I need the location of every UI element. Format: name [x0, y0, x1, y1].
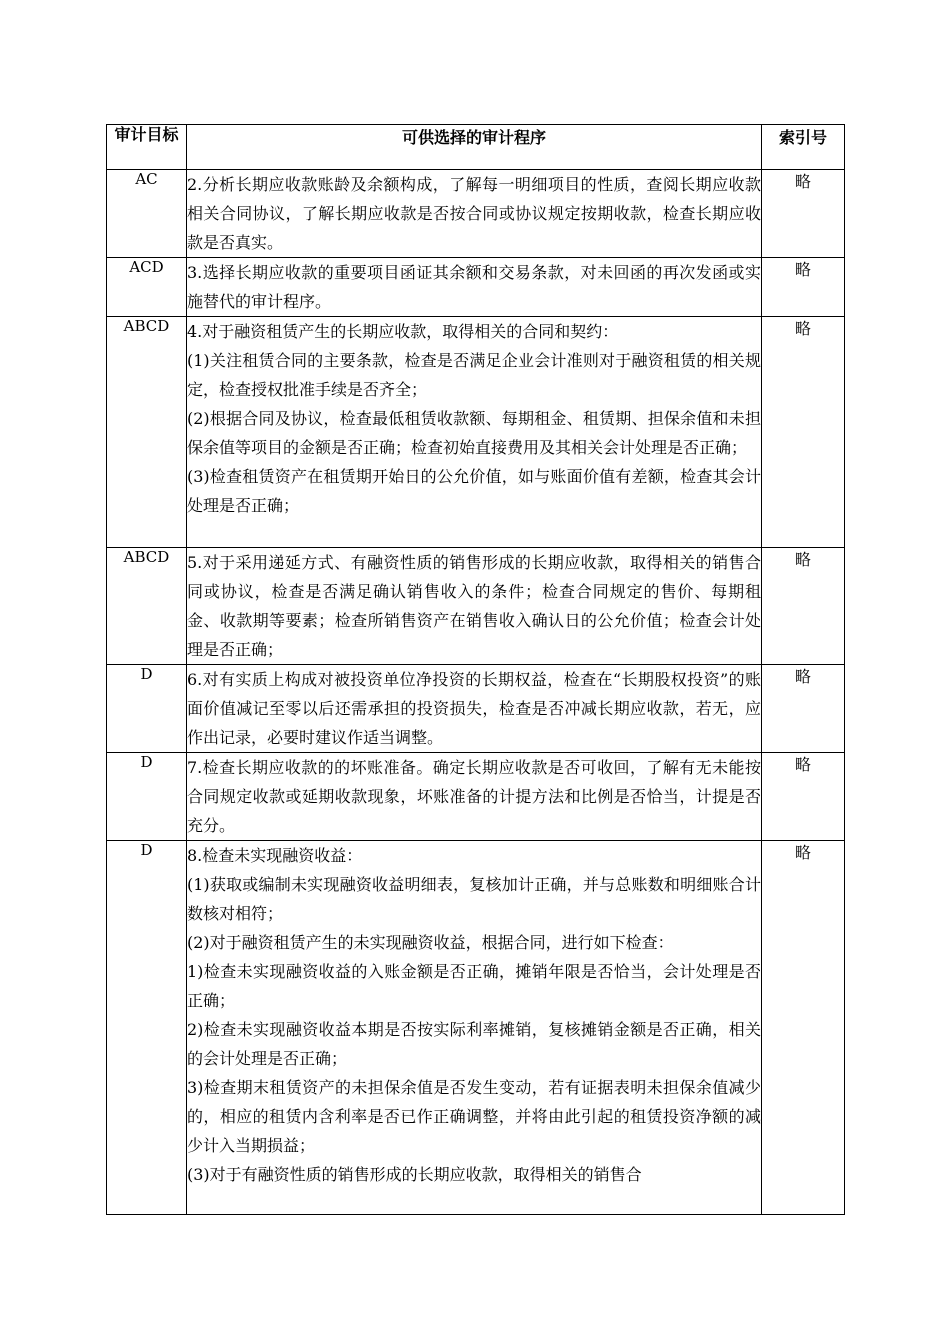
index-cell: 略 — [762, 665, 845, 753]
table-row — [107, 548, 845, 665]
procedure-cell — [187, 665, 762, 753]
audit-target-cell: ABCD — [107, 548, 187, 665]
procedure-text: (3)对于有融资性质的销售形成的长期应收款，取得相关的销售合 — [187, 1165, 642, 1184]
procedure-text: 5.对于采用递延方式、有融资性质的销售形成的长期应收款，取得相关的销售合同或协议，检查是否满足确认销售收入的条件；检查合同规定的售价、每期租金、收款期等要素；检查所销售资产在销售收入确认日的公允价值；检查会计处理是否正确； — [187, 553, 761, 659]
audit-target-cell: D — [107, 753, 187, 841]
procedure-text: 8.检查未实现融资收益： — [187, 846, 363, 865]
procedure-text: (3)检查租赁资产在租赁期开始日的公允价值，如与账面价值有差额，检查其会计处理是否正确； — [187, 467, 761, 515]
procedure-text: (2)根据合同及协议，检查最低租赁收款额、每期租金、租赁期、担保余值和未担保余值等项目的金额是否正确；检查初始直接费用及其相关会计处理是否正确； — [187, 409, 761, 457]
table-header-row — [107, 125, 845, 170]
procedure-cell — [187, 548, 762, 665]
procedure-text: 7.检查长期应收款的的坏账准备。确定长期应收款是否可收回，了解有无未能按合同规定收款或延期收款现象，坏账准备的计提方法和比例是否恰当，计提是否充分。 — [187, 758, 761, 835]
procedure-text: (1)关注租赁合同的主要条款，检查是否满足企业会计准则对于融资租赁的相关规定，检查授权批准手续是否齐全； — [187, 351, 761, 399]
procedure-cell — [187, 841, 762, 1215]
table-row — [107, 665, 845, 753]
table-body — [107, 170, 845, 1215]
procedure-text: 2)检查未实现融资收益本期是否按实际利率摊销，复核摊销金额是否正确，相关的会计处理是否正确； — [187, 1020, 761, 1068]
audit-target-cell: ACD — [107, 258, 187, 317]
audit-target-cell: ABCD — [107, 317, 187, 548]
procedure-text: (2)对于融资租赁产生的未实现融资收益，根据合同，进行如下检查： — [187, 933, 674, 952]
procedure-cell — [187, 317, 762, 548]
table-row — [107, 317, 845, 548]
procedure-text: 6.对有实质上构成对被投资单位净投资的长期权益，检查在“长期股权投资”的账面价值减记至零以后还需承担的投资损失，检查是否冲减长期应收款，若无，应作出记录，必要时建议作适当调整。 — [187, 670, 761, 747]
header-index: 索引号 — [762, 125, 845, 170]
index-cell: 略 — [762, 841, 845, 1215]
index-cell: 略 — [762, 258, 845, 317]
index-cell: 略 — [762, 170, 845, 258]
header-procedure: 可供选择的审计程序 — [187, 125, 762, 170]
procedure-cell — [187, 258, 762, 317]
index-cell: 略 — [762, 753, 845, 841]
index-cell: 略 — [762, 317, 845, 548]
procedure-text: (1)获取或编制未实现融资收益明细表，复核加计正确，并与总账数和明细账合计数核对相符； — [187, 875, 761, 923]
procedure-text: 4.对于融资租赁产生的长期应收款，取得相关的合同和契约： — [187, 322, 619, 341]
index-cell: 略 — [762, 548, 845, 665]
procedure-text: 1)检查未实现融资收益的入账金额是否正确，摊销年限是否恰当，会计处理是否正确； — [187, 962, 761, 1010]
header-audit-target: 审计目标 — [107, 125, 187, 170]
procedure-cell — [187, 170, 762, 258]
table-row — [107, 753, 845, 841]
procedure-text: 3.选择长期应收款的重要项目函证其余额和交易条款，对未回函的再次发函或实施替代的审计程序。 — [187, 263, 761, 311]
audit-target-cell: D — [107, 665, 187, 753]
procedure-cell — [187, 753, 762, 841]
procedure-text: 2.分析长期应收款账龄及余额构成，了解每一明细项目的性质，查阅长期应收款相关合同协议，了解长期应收款是否按合同或协议规定按期收款，检查长期应收款是否真实。 — [187, 175, 761, 252]
audit-target-cell: AC — [107, 170, 187, 258]
audit-procedures-table — [106, 124, 845, 1215]
audit-target-cell: D — [107, 841, 187, 1215]
table-row — [107, 841, 845, 1215]
procedure-text: 3)检查期末租赁资产的未担保余值是否发生变动，若有证据表明未担保余值减少的，相应的租赁内含利率是否已作正确调整，并将由此引起的租赁投资净额的减少计入当期损益； — [187, 1078, 761, 1155]
table-row — [107, 258, 845, 317]
table-row — [107, 170, 845, 258]
